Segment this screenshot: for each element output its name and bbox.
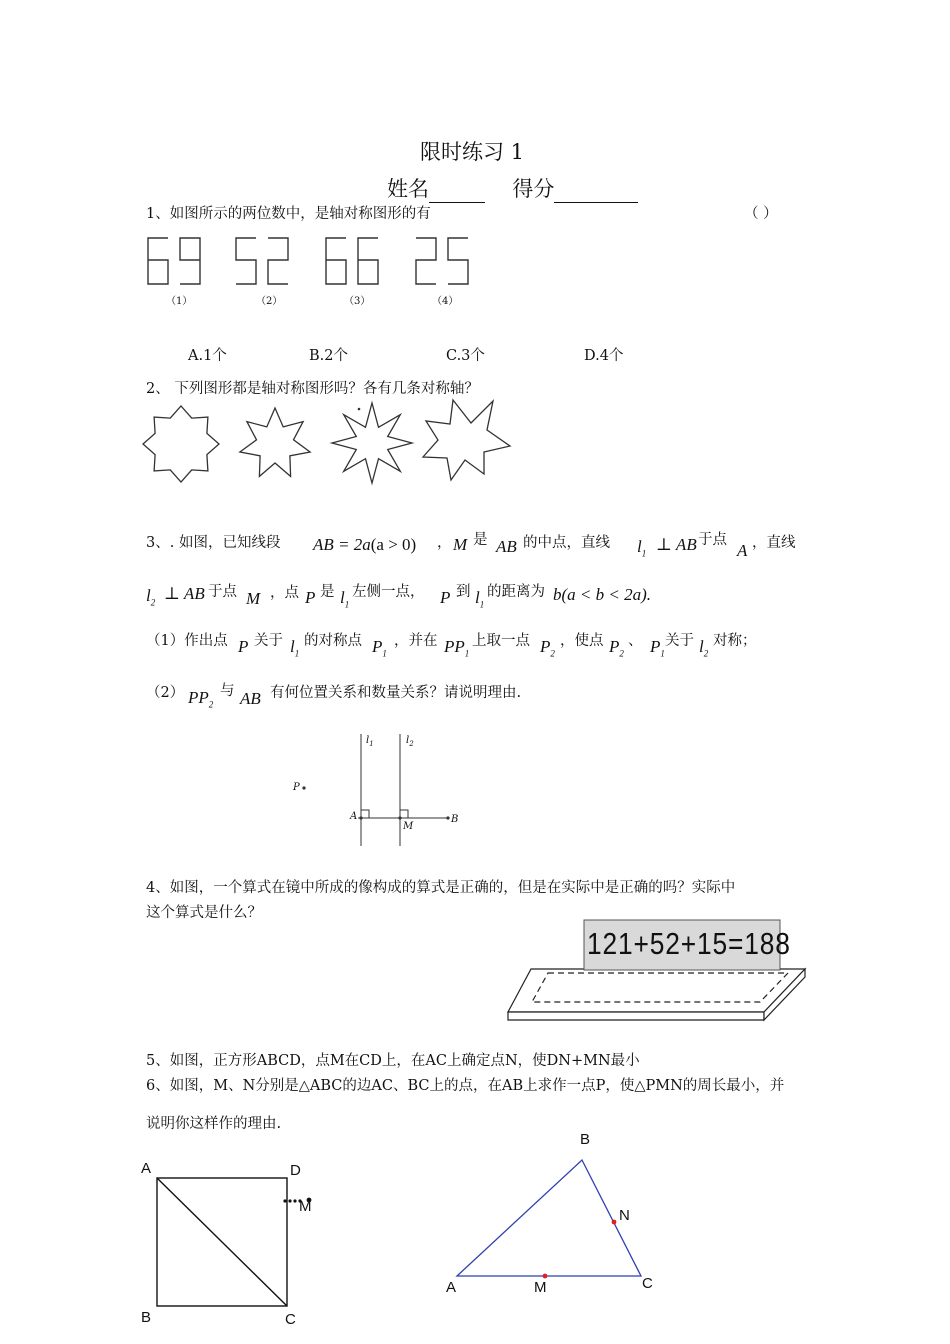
tri-label-N: N <box>619 1207 630 1224</box>
label-P: P <box>293 782 300 793</box>
q3-text-midpoint: 的中点，直线 <box>523 535 610 551</box>
q3-l2-var-M: M <box>246 589 261 608</box>
sq-label-M: M <box>299 1198 312 1215</box>
q3-p1-P1: $P_1$ <box>372 637 387 659</box>
q3-var-l2: $l_2$ <box>146 586 156 608</box>
q3-text-point: ，点 <box>270 585 299 601</box>
score-label: 得分 <box>512 177 555 201</box>
q3-line1: 3、. 如图，已知线段 <box>146 535 281 551</box>
label-B: B <box>451 814 459 825</box>
q3-var-l1: $l_1$ <box>637 537 647 559</box>
q3-p2-AB: AB <box>240 689 261 708</box>
q3-p1-P2: $P_2$ <box>540 637 555 659</box>
q3-p1-sym-point: 的对称点 <box>304 633 362 649</box>
tri-label-C: C <box>642 1275 653 1292</box>
q5-text: 5、如图，正方形ABCD，点M在CD上，在AC上确定点N，使DN+MN最小 <box>146 1053 640 1069</box>
q3-var-A: A <box>737 541 748 560</box>
q3-p2-PP2: $PP_2$ <box>188 688 214 710</box>
q3-distance-math: b(a < b < 2a). <box>553 585 652 604</box>
q1-option-b[interactable]: B.2个 <box>309 348 348 364</box>
tri-label-B: B <box>580 1131 591 1148</box>
q1-caption-2: （2） <box>256 296 283 307</box>
q3-var-P2: P <box>440 588 451 607</box>
mirror-equation: 121+52+15=188 <box>587 926 791 961</box>
q3-p1-PP1: $PP_1$ <box>444 637 470 659</box>
q1-caption-4: （4） <box>432 296 459 307</box>
q3-p1-P2b: $P_2$ <box>609 637 624 659</box>
q1-text: 1、如图所示的两位数中，是轴对称图形的有 <box>146 206 431 222</box>
q3-p1-l2: $l_2$ <box>699 637 709 659</box>
q4-line2: 这个算式是什么？ <box>146 905 262 921</box>
q3-p1-and-on: ，并在 <box>394 633 438 649</box>
q3-p1-l1: $l_1$ <box>290 637 300 659</box>
q3-p1-about2: 关于 <box>665 633 694 649</box>
q1-option-d[interactable]: D.4个 <box>584 348 624 364</box>
q3-var-M: M <box>453 535 468 554</box>
q3-p1-symmetric: 对称； <box>713 633 757 649</box>
q3-text-left-point: 左侧一点， <box>352 584 425 600</box>
q3-l1-c: $l_1$ <box>475 588 485 610</box>
sq-label-B: B <box>141 1309 152 1326</box>
label-A: A <box>350 811 358 822</box>
q3-text-distance: 的距离为 <box>487 584 545 600</box>
label-l1: $l_1$ <box>366 735 374 748</box>
name-label: 姓名 <box>387 177 429 201</box>
q4-line1: 4、如图，一个算式在镜中所成的像构成的算式是正确的，但是在实际中是正确的吗？实际中 <box>146 880 736 896</box>
q3-perp-AB: ⊥ AB <box>656 535 697 554</box>
q3-text-at-point: 于点 <box>698 532 727 548</box>
q3-var-P: P <box>305 588 316 607</box>
tri-label-M: M <box>534 1279 547 1296</box>
q2-text: 2、 下列图形都是轴对称图形吗？各有几条对称轴？ <box>146 381 479 397</box>
q3-part1-lead: （1）作出点 <box>146 633 228 649</box>
tri-label-A: A <box>446 1279 457 1296</box>
sq-label-D: D <box>290 1162 301 1179</box>
q3-p1-P: P <box>238 637 249 656</box>
q3-line1-math: AB = 2a(a > 0) <box>313 535 417 554</box>
page-title: 限时练习 1 <box>420 140 525 164</box>
q3-text-is2: 是 <box>320 584 335 600</box>
q1-option-c[interactable]: C.3个 <box>446 348 485 364</box>
q3-p2-and: 与 <box>220 683 235 699</box>
q6-line2: 说明你这样作的理由. <box>146 1116 282 1132</box>
q3-l1-b: $l_1$ <box>340 588 350 610</box>
sq-label-A: A <box>141 1160 152 1177</box>
q6-line1: 6、如图，M、N分别是△ABC的边AC、BC上的点，在AB上求作一点P，使△PMN的周长最小，并 <box>146 1078 785 1094</box>
q3-p1-about: 关于 <box>254 633 283 649</box>
q3-p1-P1b: $P_1$ <box>650 637 665 659</box>
q1-caption-1: （1） <box>166 296 193 307</box>
q3-p1-take-point: 上取一点 <box>472 633 530 649</box>
q3-line1-comma: ， <box>437 535 452 551</box>
label-M: M <box>403 821 414 832</box>
q3-text-line: ，直线 <box>752 535 796 551</box>
q1-answer-bracket[interactable]: （ ） <box>744 206 778 222</box>
point-M-triangle <box>543 1274 548 1279</box>
label-l2: $l_2$ <box>406 735 414 748</box>
q1-option-a[interactable]: A.1个 <box>188 348 227 364</box>
q3-part2-lead: （2） <box>146 685 185 701</box>
q3-p1-make: ，使点 <box>560 633 604 649</box>
q3-p1-sep: 、 <box>628 633 643 649</box>
q3-p2-question: 有何位置关系和数量关系？请说明理由. <box>270 685 522 701</box>
triangle-ABC <box>457 1160 641 1276</box>
sq-label-C: C <box>285 1311 296 1328</box>
q3-var-AB: AB <box>496 537 517 556</box>
q3-l2-at-point: 于点 <box>208 584 237 600</box>
q3-l2-perp-AB: ⊥ AB <box>164 584 205 603</box>
q3-text-is: 是 <box>473 532 488 548</box>
point-N <box>612 1220 617 1225</box>
q3-text-to: 到 <box>456 584 471 600</box>
q1-caption-3: （3） <box>344 296 371 307</box>
